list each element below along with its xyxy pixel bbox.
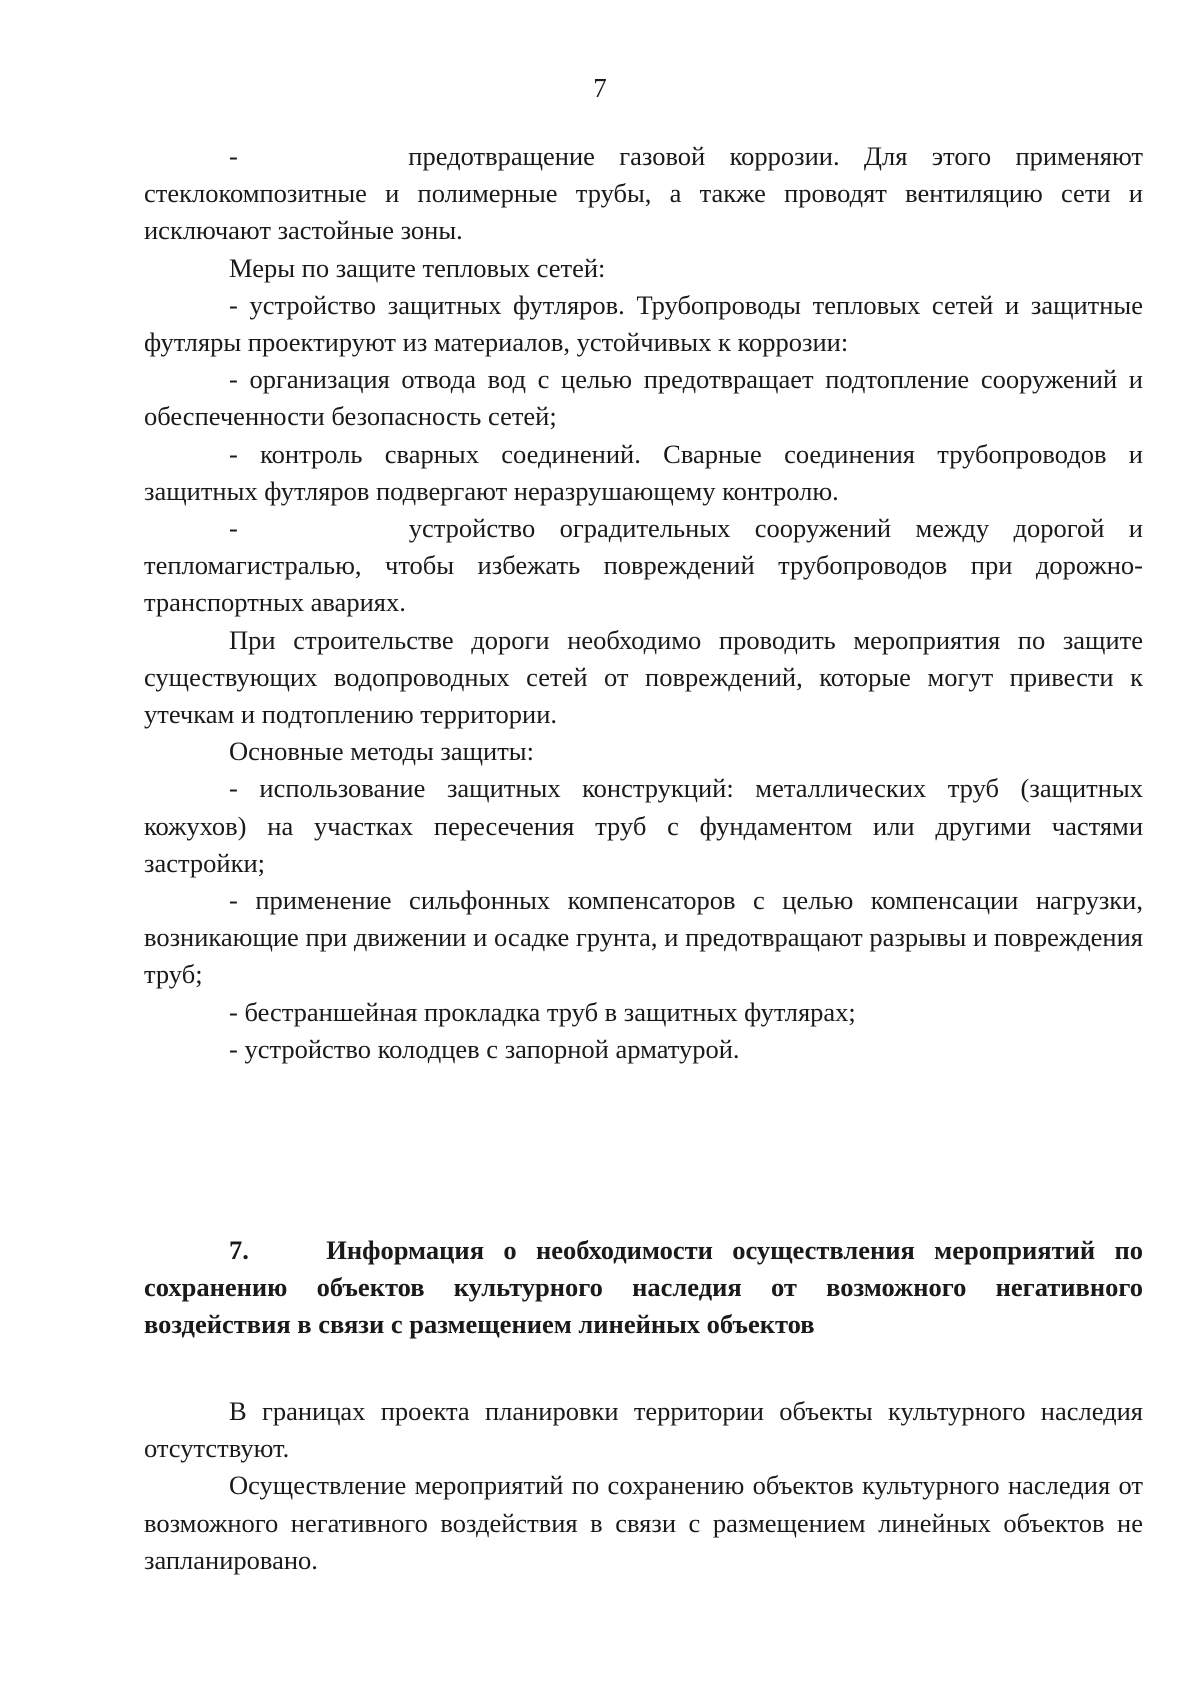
page-number: 7	[593, 73, 607, 103]
paragraph-protective-cases: - устройство защитных футляров. Трубопроводы тепловых сетей и защитные футляры проектируют из материалов, устойчивых к коррозии:	[144, 289, 1143, 358]
paragraph-trenchless-laying: - бестраншейная прокладка труб в защитных футлярах;	[229, 996, 856, 1027]
paragraph-barrier-structures: - устройство оградительных сооружений между дорогой и тепломагистралью, чтобы избежать повреждений трубопроводов при дорожно-транспортных авариях.	[144, 513, 1143, 618]
section-heading	[144, 1232, 1143, 1344]
body-text	[144, 138, 1143, 1068]
section-title: Информация о необходимости осуществления мероприятий по сохранению объектов культурного наследия от возможного негативного воздействия в связи с размещением линейных объектов	[144, 1235, 1143, 1340]
paragraph-protective-structures: - использование защитных конструкций: металлических труб (защитных кожухов) на участках пересечения труб с фундаментом или другими частями застройки;	[144, 773, 1143, 878]
section-body	[144, 1393, 1143, 1579]
paragraph-bellows-compensators: - применение сильфонных компенсаторов с целью компенсации нагрузки, возникающие при движении и осадке грунта, и предотвращают разрывы и повреждения труб;	[144, 885, 1143, 990]
paragraph-wells: - устройство колодцев с запорной арматурой.	[229, 1033, 740, 1064]
section-number: 7.	[229, 1235, 249, 1265]
paragraph-protection-methods: Основные методы защиты:	[229, 736, 534, 767]
paragraph-gas-corrosion: - предотвращение газовой коррозии. Для этого применяют стеклокомпозитные и полимерные трубы, а также проводят вентиляцию сети и исключают застойные зоны.	[144, 141, 1143, 246]
paragraph-water-drainage: - организация отвода вод с целью предотвращает подтопление сооружений и обеспеченности безопасность сетей;	[144, 364, 1143, 432]
paragraph-road-construction: При строительстве дороги необходимо проводить мероприятия по защите существующих водопроводных сетей от повреждений, которые могут привести к утечкам и подтоплению территории.	[144, 624, 1143, 730]
paragraph-no-heritage-objects: В границах проекта планировки территории объекты культурного наследия отсутствуют.	[144, 1396, 1143, 1464]
paragraph-heat-network-measures: Меры по защите тепловых сетей:	[229, 252, 606, 283]
paragraph-weld-control: - контроль сварных соединений. Сварные соединения трубопроводов и защитных футляров подвергают неразрушающему контролю.	[144, 438, 1143, 506]
paragraph-measures-not-planned: Осуществление мероприятий по сохранению объектов культурного наследия от возможного негативного воздействия в связи с размещением линейных объектов не запланировано.	[144, 1470, 1143, 1575]
